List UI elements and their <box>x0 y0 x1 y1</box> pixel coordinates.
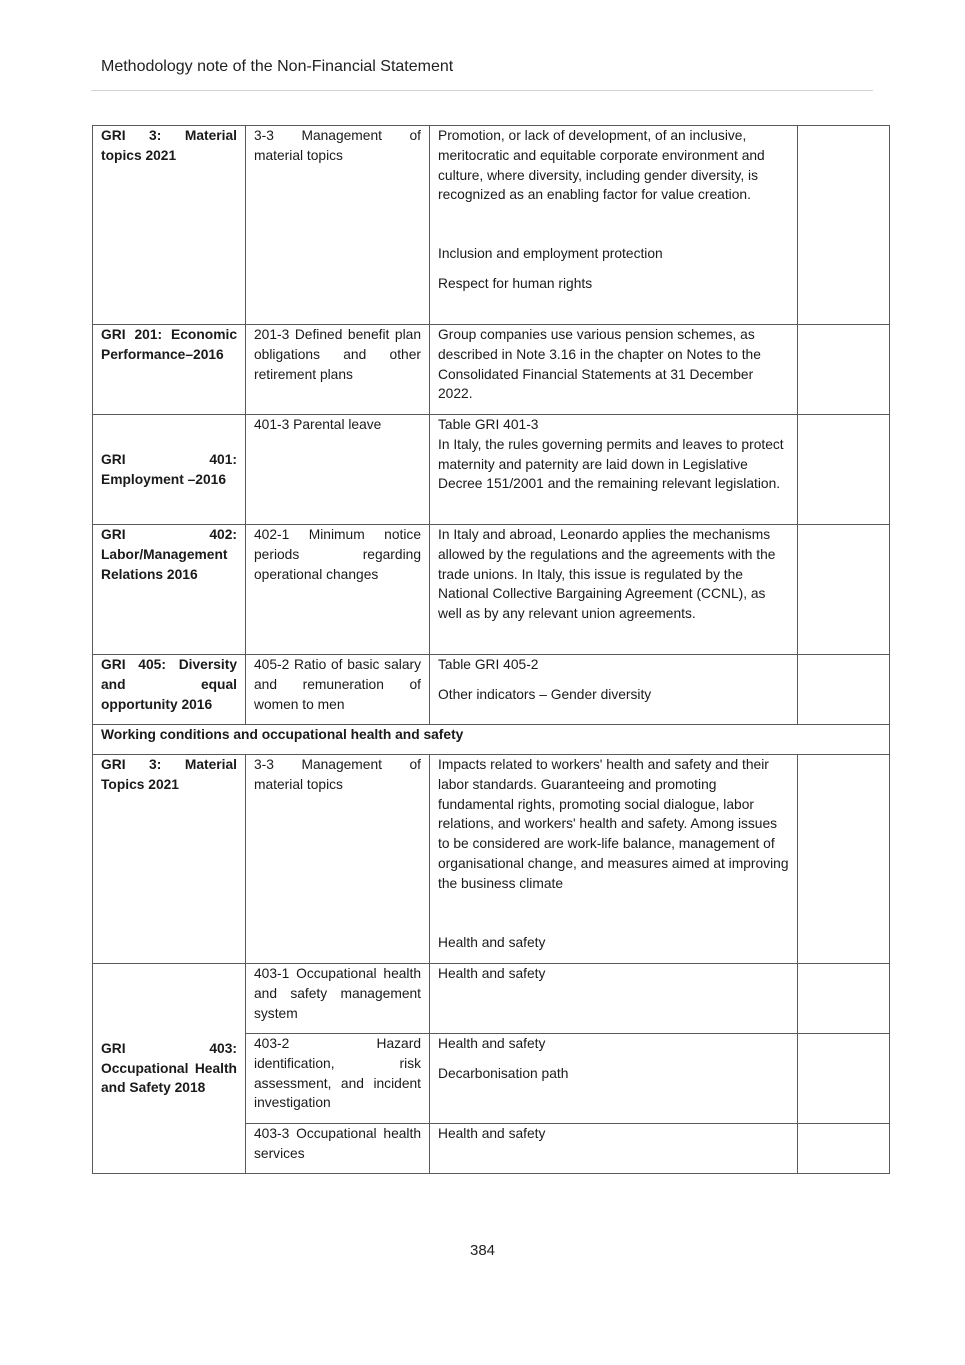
location-text: Health and safety <box>438 1126 546 1141</box>
location-cell <box>430 964 798 1034</box>
gri-standard-cell: GRI 3: Material Topics 2021 <box>93 755 246 964</box>
table-row <box>93 325 890 415</box>
page-number: 384 <box>469 1242 496 1259</box>
gri-standard-cell: GRI 3: Material topics 2021 <box>93 126 246 325</box>
location-text: Inclusion and employment protection <box>438 246 663 262</box>
location-cell <box>430 1124 798 1174</box>
notes-cell <box>798 655 890 725</box>
disclosure-cell: 201-3 Defined benefit plan obligations and other retirement plans <box>246 325 430 415</box>
page-header-title: Methodology note of the Non-Financial Statement <box>101 58 454 75</box>
location-text: Promotion, or lack of development, of an inclusive, meritocratic and equitable corporate environment and culture, where diversity, including gender diversity, is recognized as an enabling factor for value creation. <box>438 128 765 203</box>
location-text: Health and safety <box>438 966 546 981</box>
location-text: Health and safety <box>438 934 546 950</box>
location-text: Table GRI 405-2 <box>438 657 539 672</box>
location-text: Group companies use various pension schemes, as described in Note 3.16 in the chapter on Notes to the Consolidated Financial Statements at 31 December 2022. <box>438 327 761 402</box>
disclosure-cell: 405-2 Ratio of basic salary and remuneration of women to men <box>246 655 430 725</box>
table-row <box>93 126 890 325</box>
table-row <box>93 415 890 525</box>
location-text: In Italy and abroad, Leonardo applies the mechanisms allowed by the regulations and the agreements with the trade unions. In Italy, this issue is regulated by the National Collective Bargaining Agreement (CCNL), as well as by any relevant union agreements. <box>438 527 776 622</box>
notes-cell <box>798 525 890 655</box>
gri-standard-cell: GRI 403: Occupational Health and Safety 2018 <box>93 964 246 1174</box>
gri-standard-cell: GRI 201: Economic Performance–2016 <box>93 325 246 415</box>
location-text: Table GRI 401-3 <box>438 417 539 432</box>
disclosure-cell: 3-3 Management of material topics <box>246 126 430 325</box>
disclosure-cell: 402-1 Minimum notice periods regarding operational changes <box>246 525 430 655</box>
disclosure-cell: 401-3 Parental leave <box>246 415 430 525</box>
notes-cell <box>798 126 890 325</box>
notes-cell <box>798 415 890 525</box>
gri-content-index-table <box>92 125 890 1174</box>
location-text: Other indicators – Gender diversity <box>438 686 652 702</box>
location-cell <box>430 655 798 725</box>
location-text: In Italy, the rules governing permits and leaves to protect maternity and paternity are laid down in Legislative Decree 151/2001 and the remaining relevant legislation. <box>438 436 784 492</box>
location-cell <box>430 525 798 655</box>
location-cell <box>430 325 798 415</box>
section-header: Working conditions and occupational health and safety <box>93 725 890 755</box>
notes-cell <box>798 755 890 964</box>
notes-cell <box>798 1124 890 1174</box>
table-row <box>93 525 890 655</box>
table-row <box>93 964 890 1034</box>
notes-cell <box>798 325 890 415</box>
gri-standard-cell: GRI 405: Diversity and equal opportunity 2016 <box>93 655 246 725</box>
notes-cell <box>798 964 890 1034</box>
section-header-row <box>93 725 890 755</box>
location-cell <box>430 126 798 325</box>
notes-cell <box>798 1034 890 1124</box>
location-text: Impacts related to workers' health and safety and their labor standards. Guaranteeing and promoting fundamental rights, promoting social dialogue, labor relations, and workers' health and safety. Among issues to be considered are work-life balance, management of organisational change, and measures aimed at improving the business climate <box>438 757 789 891</box>
location-cell <box>430 755 798 964</box>
disclosure-cell: 403-3 Occupational health services <box>246 1124 430 1174</box>
table-row <box>93 755 890 964</box>
location-text: Health and safety <box>438 1036 546 1051</box>
location-text: Decarbonisation path <box>438 1065 569 1081</box>
header-divider <box>91 90 873 91</box>
gri-standard-cell: GRI 401: Employment –2016 <box>93 415 246 525</box>
location-text: Respect for human rights <box>438 275 593 291</box>
disclosure-cell: 403-2 Hazard identification, risk assessment, and incident investigation <box>246 1034 430 1124</box>
location-cell <box>430 1034 798 1124</box>
disclosure-cell: 3-3 Management of material topics <box>246 755 430 964</box>
table-row <box>93 655 890 725</box>
gri-standard-cell: GRI 402: Labor/Management Relations 2016 <box>93 525 246 655</box>
disclosure-cell: 403-1 Occupational health and safety management system <box>246 964 430 1034</box>
location-cell <box>430 415 798 525</box>
